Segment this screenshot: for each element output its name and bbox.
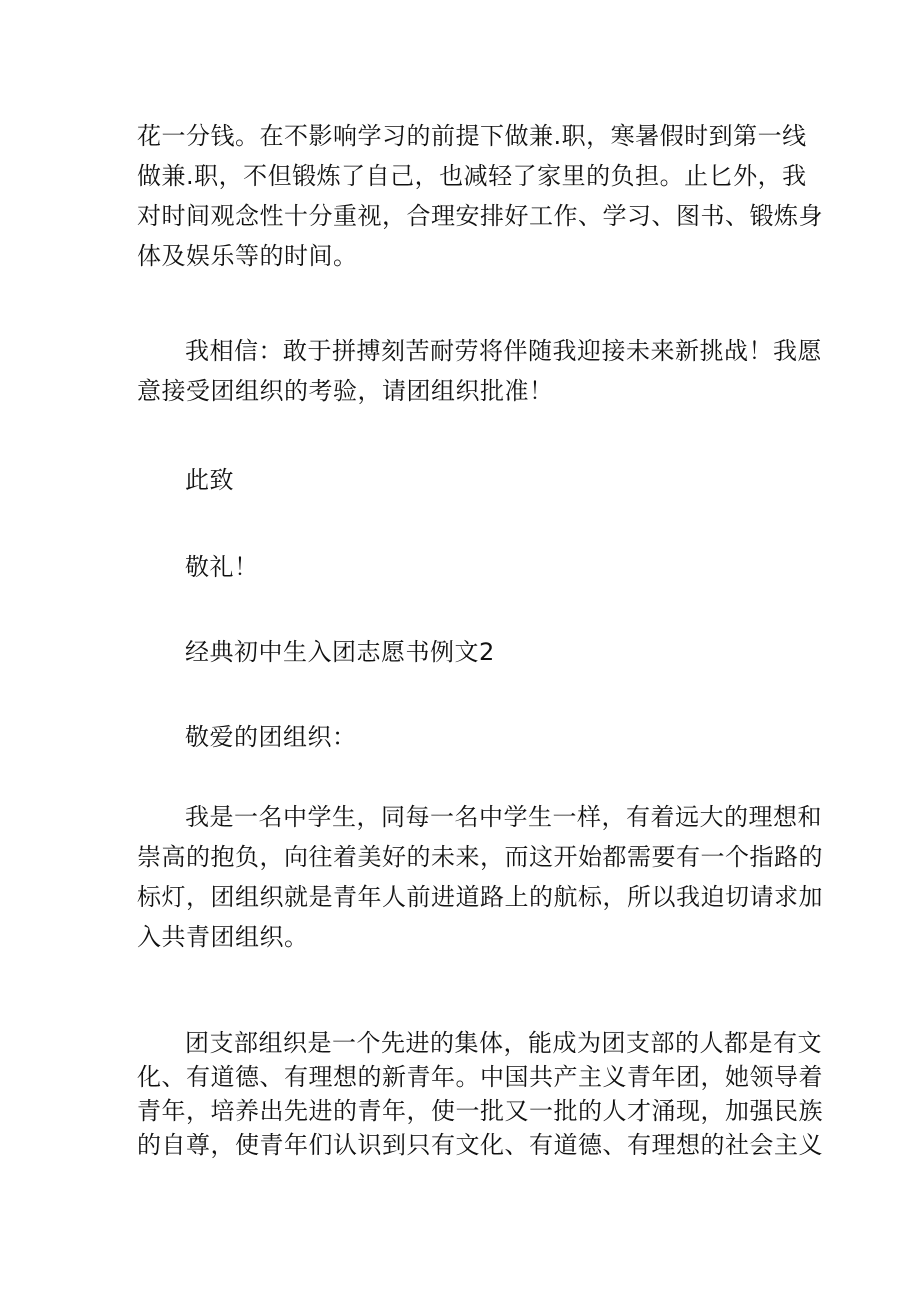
text-line: 经典初中生入团志愿书例文2: [185, 638, 495, 666]
text-line: 花一分钱。在不影响学习的前提下做兼.职，寒暑假时到第一线: [137, 122, 807, 150]
text-line: 团支部组织是一个先进的集体，能成为团支部的人都是有文: [185, 1029, 822, 1057]
text-line: 标灯，团组织就是青年人前进道路上的航标，所以我迫切请求加: [137, 883, 823, 911]
text-line: 我相信：敢于拼搏刻苦耐劳将伴随我迎接未来新挑战！我愿: [185, 337, 822, 365]
text-line: 崇高的抱负，向往着美好的未来，而这开始都需要有一个指路的: [137, 843, 823, 871]
text-line: 意接受团组织的考验，请团组织批准！: [137, 377, 554, 405]
text-line: 的自尊，使青年们认识到只有文化、有道德、有理想的社会主义: [137, 1131, 823, 1159]
paragraph-continuation: [137, 116, 823, 276]
text-line: 入共青团组织。: [137, 923, 309, 951]
text-line: 化、有道德、有理想的新青年。中国共产主义青年团，她领导着: [137, 1063, 823, 1091]
salutation: [137, 717, 787, 757]
closing-jingli: [137, 547, 787, 587]
paragraph-belief: [137, 331, 822, 411]
section-heading: [137, 632, 787, 672]
closing-cizhi: [137, 460, 787, 500]
text-line: 敬爱的团组织：: [185, 723, 357, 751]
paragraph-intro: [137, 797, 823, 957]
text-line: 做兼.职，不但锻炼了自己，也减轻了家里的负担。止匕外，我: [137, 162, 807, 190]
text-line: 对时间观念性十分重视，合理安排好工作、学习、图书、锻炼身: [137, 202, 823, 230]
text-line: 体及娱乐等的时间。: [137, 242, 358, 270]
text-line: 此致: [185, 466, 234, 494]
text-line: 我是一名中学生，同每一名中学生一样，有着远大的理想和: [185, 803, 822, 831]
text-line: 青年，培养出先进的青年，使一批又一批的人才涌现，加强民族: [137, 1097, 823, 1125]
paragraph-branch: [137, 1026, 823, 1162]
text-line: 敬礼！: [185, 553, 259, 581]
